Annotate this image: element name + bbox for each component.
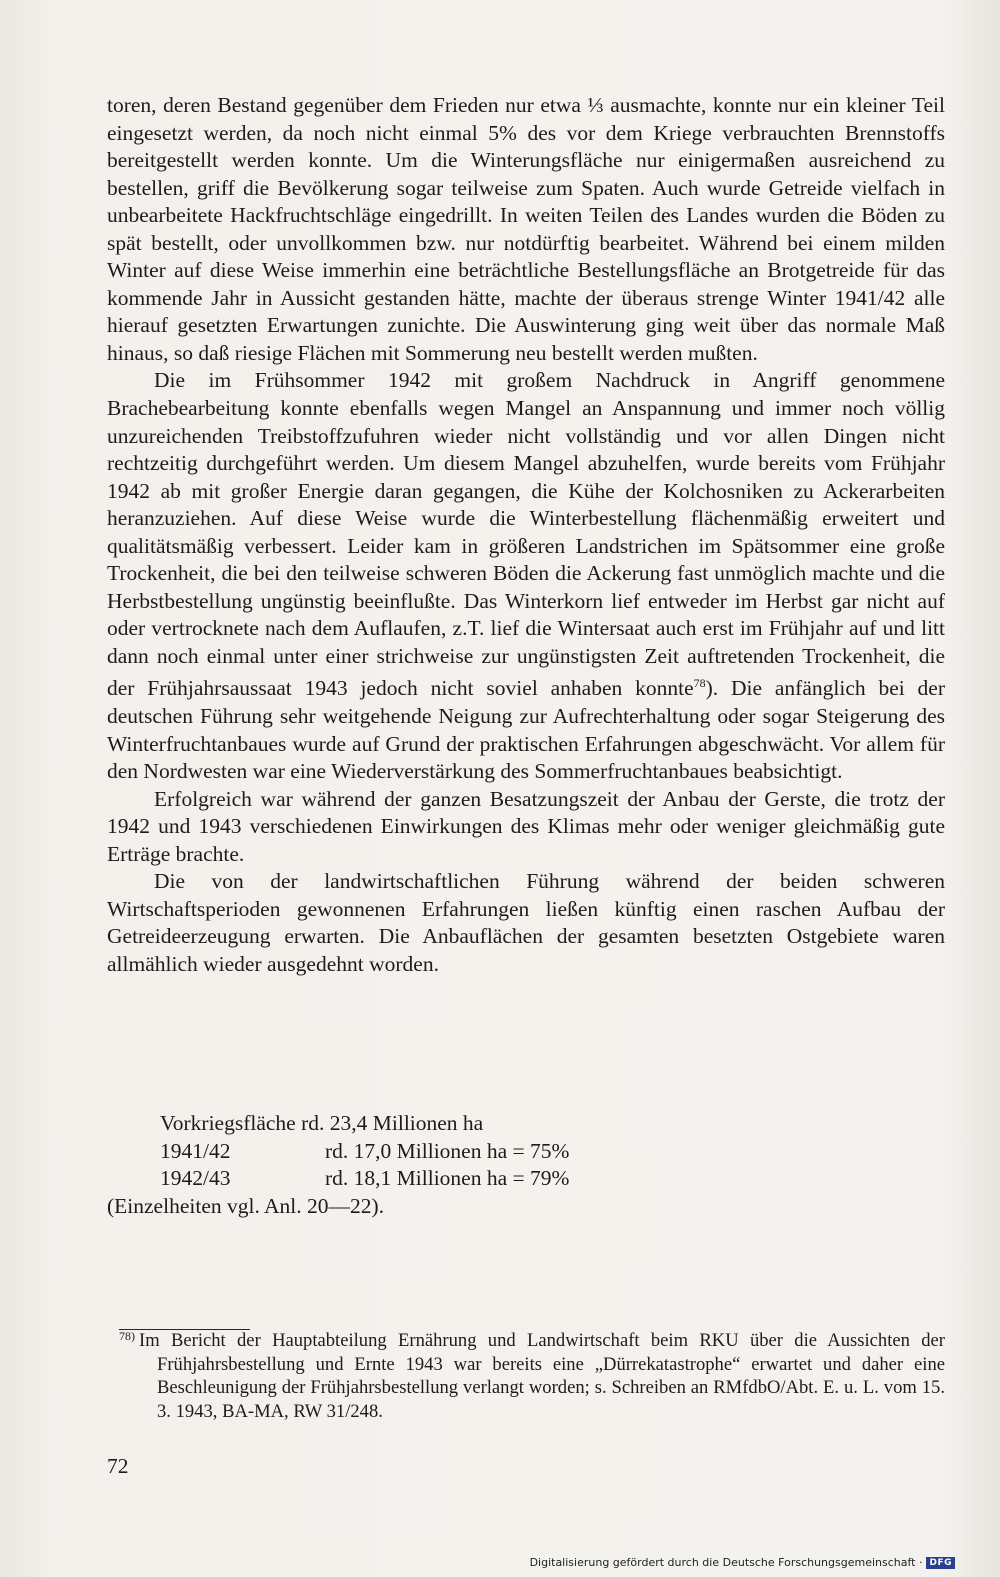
stats-prewar: Vorkriegsfläche rd. 23,4 Millionen ha [160, 1111, 484, 1135]
credit-text: Digitalisierung gefördert durch die Deutsche Forschungsgemeinschaft · [529, 1556, 923, 1569]
stats-row-1941 [107, 1138, 807, 1166]
paragraph-3: Erfolgreich war während der ganzen Besatzungszeit der Anbau der Gerste, die trotz der 1942 und 1943 verschiedenen Einwirkungen des Klimas mehr oder weniger gleichmäßig gute Erträge brachte. [107, 786, 945, 866]
stats-year: 1942/43 [160, 1166, 231, 1191]
dfg-logo: DFG [926, 1557, 955, 1569]
acreage-statistics [107, 1110, 807, 1220]
body-text [107, 92, 945, 979]
paragraph-2 [107, 367, 945, 785]
footnote-body [119, 1325, 945, 1423]
footnote-mark: 78) [119, 1329, 135, 1343]
footnote-text: Im Bericht der Hauptabteilung Ernährung und Landwirtschaft beim RKU über die Aussichten der Frühjahrsbestellung und Ernte 1943 war bereits eine „Dürrekatastrophe“ erwartet und daher eine Beschleunigung der Frühjahrsbestellung verlangt worden; s. Schreiben an RMfdbO/Abt. E. u. L. vom 15. 3. 1943, BA-MA, RW 31/248. [139, 1330, 945, 1422]
stats-year: 1941/42 [160, 1138, 231, 1163]
stats-value: rd. 18,1 Millionen ha = 79% [325, 1166, 570, 1191]
digitization-credit [530, 1556, 955, 1569]
stats-row-1942 [107, 1165, 807, 1193]
stats-value: rd. 17,0 Millionen ha = 75% [325, 1138, 570, 1163]
page-number: 72 [107, 1454, 129, 1478]
paragraph-4: Die von der landwirtschaftlichen Führung während der beiden schweren Wirtschaftsperioden gewonnenen Erfahrungen ließen künftig einen raschen Aufbau der Getreideerzeugung erwarten. Die Anbauflächen der gesamten besetzten Ostgebiete waren allmählich wieder ausgedehnt worden. [107, 869, 945, 976]
footnote [119, 1325, 945, 1423]
paragraph-1: toren, deren Bestand gegenüber dem Frieden nur etwa ⅓ ausmachte, konnte nur ein kleiner Teil eingesetzt werden, da noch nicht einmal 5% des vor dem Kriege verbrauchten Brennstoffs bereitgestellt werden konnte. Um die Winterungsfläche nur einigermaßen ausreichend zu bestellen, griff die Bevölkerung sogar teilweise zum Spaten. Auch wurde Getreide vielfach in unbearbeitete Hackfruchtschläge eingedrillt. In weiten Teilen des Landes wurden die Böden zu spät bestellt, oder unvollkommen bzw. nur notdürftig bearbeitet. Während bei einem milden Winter auf diese Weise immerhin eine beträchtliche Bestellungsfläche an Brotgetreide für das kommende Jahr in Aussicht gestanden hätte, machte der überaus strenge Winter 1941/42 alle hierauf gesetzten Erwartungen zunichte. Die Auswinterung ging weit über das normale Maß hinaus, so daß riesige Flächen mit Sommerung neu bestellt werden mußten. [107, 93, 945, 365]
paragraph-2-continued: ). Die anfänglich bei der deutschen Führung sehr weitgehende Neigung zur Aufrechterhaltung oder sogar Steigerung des Winterfruchtanbaues wurde auf Grund der praktischen Erfahrungen abgeschwächt. Vor allem für den Nordwesten war eine Wiederverstärkung des Sommerfruchtanbaues beabsichtigt. [107, 676, 946, 784]
paragraph-2-text: Die im Frühsommer 1942 mit großem Nachdruck in Angriff genommene Brachebearbeitung konnte ebenfalls wegen Mangel an Anspannung und immer noch völlig unzureichenden Treibstoffzufuhren wieder nicht vollständig und vor allen Dingen nicht rechtzeitig durchgeführt werden. Um diesem Mangel abzuhelfen, wurde bereits vom Frühjahr 1942 ab mit großer Energie daran gegangen, die Kühe der Kolchosniken zu Ackerarbeiten heranzuziehen. Auf diese Weise wurde die Winterbestellung flächenmäßig erweitert und qualitätsmäßig verbessert. Leider kam in größeren Landstrichen im Spätsommer eine große Trockenheit, die bei den teilweise schweren Böden die Ackerung fast unmöglich machte und die Herbstbestellung ungünstig beeinflußte. Das Winterkorn lief entweder im Herbst gar nicht auf oder vertrocknete nach dem Auflaufen, z.T. lief die Wintersaat auch erst im Frühjahr auf und litt dann noch einmal unter einer strichweise zur ungünstigsten Zeit auftretenden Trockenheit, die der Frühjahrsaussaat 1943 jedoch nicht soviel anhaben konnte [107, 368, 945, 701]
footnote-reference[interactable]: 78 [693, 676, 706, 691]
stats-reference: (Einzelheiten vgl. Anl. 20—22). [107, 1193, 385, 1218]
